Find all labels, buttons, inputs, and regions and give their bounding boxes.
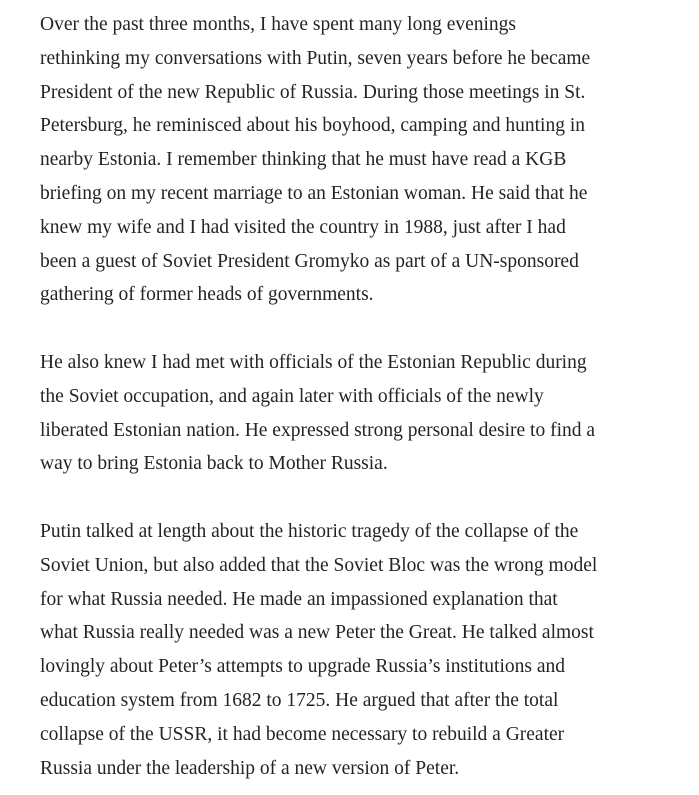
article-body (40, 8, 685, 785)
paragraph-line: President of the new Republic of Russia. During those meetings in St. (40, 81, 586, 103)
paragraph-line: collapse of the USSR, it had become necessary to rebuild a Greater (40, 723, 565, 745)
paragraph-line: the Soviet occupation, and again later with officials of the newly (40, 385, 544, 407)
paragraph-line: He also knew I had met with officials of the Estonian Republic during (40, 351, 587, 373)
paragraph-putin-conversations (40, 8, 685, 312)
paragraph-line: liberated Estonian nation. He expressed strong personal desire to find a (40, 419, 596, 441)
paragraph-line: briefing on my recent marriage to an Estonian woman. He said that he (40, 182, 588, 204)
paragraph-line: for what Russia needed. He made an impassioned explanation that (40, 588, 558, 610)
paragraph-estonia (40, 346, 685, 481)
paragraph-line: nearby Estonia. I remember thinking that he must have read a KGB (40, 149, 567, 171)
paragraph-line: gathering of former heads of governments. (40, 284, 374, 306)
paragraph-line: knew my wife and I had visited the country in 1988, just after I had (40, 216, 566, 238)
paragraph-line: Soviet Union, but also added that the Soviet Bloc was the wrong model (40, 554, 598, 576)
paragraph-line: been a guest of Soviet President Gromyko as part of a UN-sponsored (40, 250, 579, 272)
paragraph-line: Putin talked at length about the historic tragedy of the collapse of the (40, 520, 579, 542)
paragraph-line: Petersburg, he reminisced about his boyhood, camping and hunting in (40, 115, 586, 137)
paragraph-line: education system from 1682 to 1725. He argued that after the total (40, 689, 559, 711)
paragraph-peter-the-great (40, 515, 685, 785)
paragraph-line: lovingly about Peter’s attempts to upgrade Russia’s institutions and (40, 656, 566, 678)
paragraph-line: way to bring Estonia back to Mother Russia. (40, 453, 388, 475)
paragraph-line: what Russia really needed was a new Peter the Great. He talked almost (40, 622, 594, 644)
paragraph-line: Over the past three months, I have spent many long evenings (40, 14, 517, 35)
paragraph-line: Russia under the leadership of a new version of Peter. (40, 757, 460, 779)
paragraph-line: rethinking my conversations with Putin, seven years before he became (40, 47, 591, 69)
